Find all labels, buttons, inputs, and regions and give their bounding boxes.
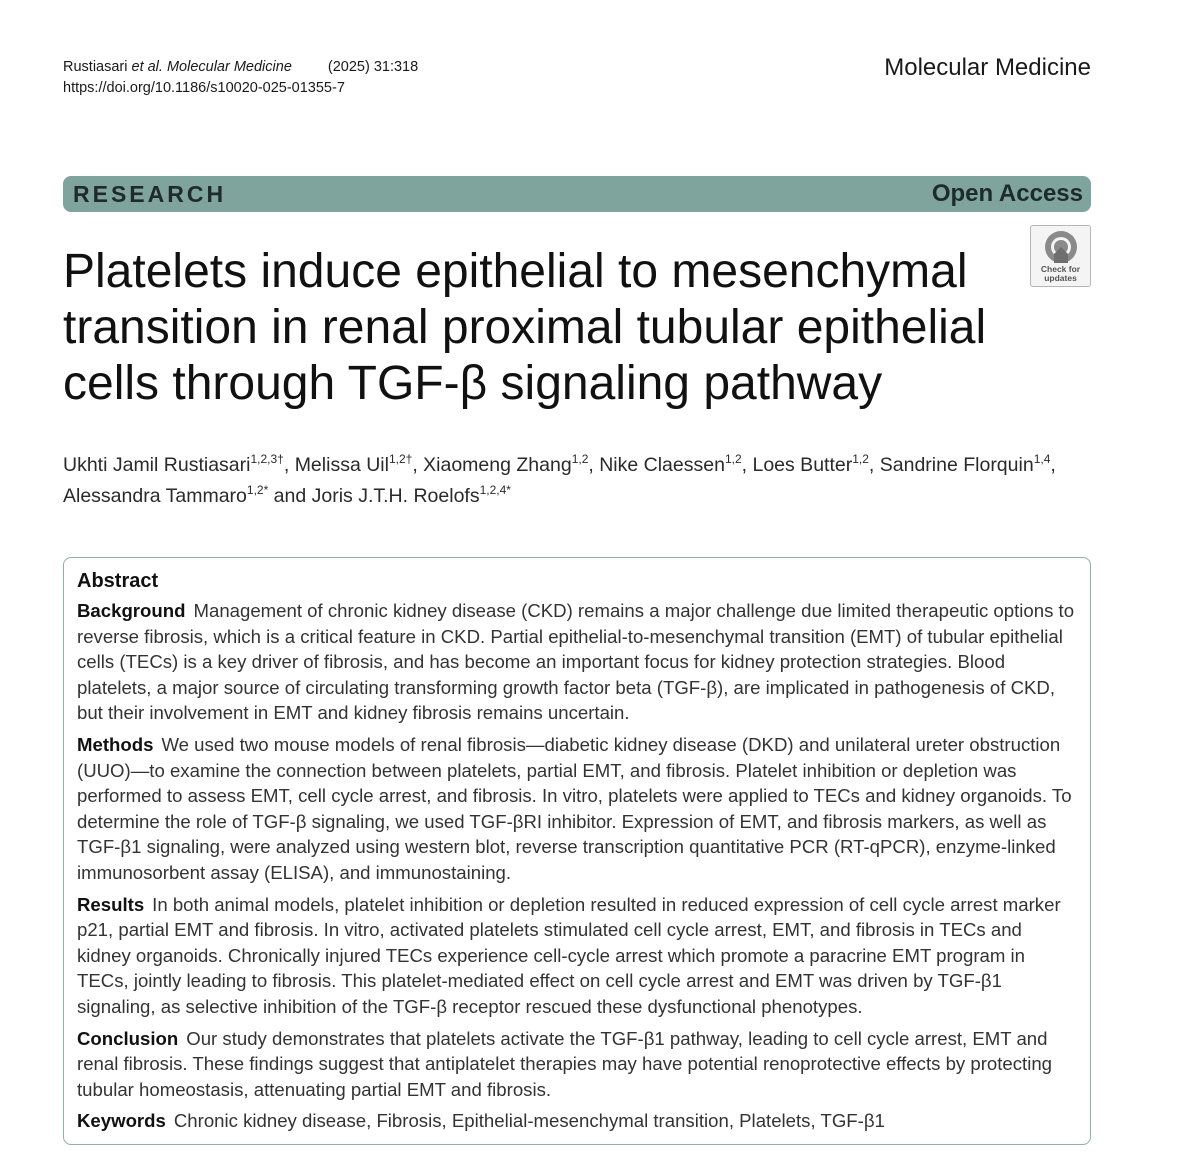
abstract-section-background — [77, 598, 1077, 726]
abstract-section-conclusion — [77, 1026, 1077, 1103]
open-access-label: Open Access — [931, 180, 1083, 207]
article-type-banner — [63, 176, 1091, 212]
abstract-sections — [77, 598, 1077, 1134]
author-name[interactable]: Loes Butter — [752, 454, 853, 476]
author-name[interactable]: Sandrine Florquin — [879, 454, 1034, 476]
author-name[interactable]: Alessandra Tammaro — [63, 485, 247, 507]
abstract-section-text: Chronic kidney disease, Fibrosis, Epithelial-mesenchymal transition, Platelets, TGF-β1 — [173, 1110, 885, 1132]
check-for-updates-button[interactable] — [1030, 225, 1091, 287]
abstract-heading: Abstract — [77, 570, 159, 592]
citation-line — [63, 57, 418, 78]
abstract-section-text: In both animal models, platelet inhibition or depletion resulted in reduced expression of cell cycle arrest marker p21, partial EMT and fibrosis. In vitro, activated platelets stimulated cell cycle arrest, EMT, and fibrosis in TECs and kidney organoids. Chronically injured TECs experience cell-cycle arrest which promote a paracrine EMT program in TECs, jointly leading to fibrosis. This platelet-mediated effect on cell cycle arrest and EMT was driven by TGF-β1 signaling, as selective inhibition of the TGF-β receptor rescued these dysfunctional phenotypes. — [77, 893, 1061, 1017]
author-name[interactable]: Nike Claessen — [599, 454, 725, 476]
author-affiliation: 1,2,3† — [250, 452, 284, 466]
check-updates-icon — [1044, 230, 1078, 264]
abstract-section-text: Management of chronic kidney disease (CKD) remains a major challenge due limited therapeutic options to reverse fibrosis, which is a critical feature in CKD. Partial epithelial-to-mesenchymal transition (EMT) of tubular epithelial cells (TECs) is a key driver of fibrosis, and has become an important focus for kidney protection strategies. Blood platelets, a major source of circulating transforming growth factor beta (TGF-β), are implicated in pathogenesis of CKD, but their involvement in EMT and kidney fibrosis remains uncertain. — [77, 600, 1075, 724]
author-separator: , — [588, 454, 600, 476]
author-separator: and — [268, 485, 312, 507]
citation-author: Rustiasari — [63, 59, 132, 75]
abstract-section-label: Conclusion — [77, 1027, 179, 1049]
abstract-box — [63, 557, 1091, 1145]
article-type-label: RESEARCH — [73, 180, 227, 207]
abstract-section-results — [77, 892, 1077, 1020]
author-affiliation: 1,2,4* — [479, 483, 511, 497]
doi-link[interactable]: https://doi.org/10.1186/s10020-025-01355-7 — [63, 80, 345, 96]
abstract-section-label: Keywords — [77, 1110, 166, 1132]
author-affiliation: 1,2 — [571, 452, 589, 466]
citation-journal: et al. Molecular Medicine — [131, 59, 292, 75]
author-name[interactable]: Melissa Uil — [294, 454, 389, 476]
author-separator: , — [868, 454, 880, 476]
author-affiliation: 1,2† — [388, 452, 413, 466]
abstract-section-text: Our study demonstrates that platelets activate the TGF-β1 pathway, leading to cell cycle arrest, EMT and renal fibrosis. These findings suggest that antiplatelet therapies may have potential renoprotective effects by protecting tubular homeostasis, attenuating partial EMT and fibrosis. — [77, 1027, 1053, 1100]
abstract-section-keywords — [77, 1108, 1077, 1134]
citation-year: (2025) 31:318 — [327, 59, 419, 75]
author-affiliation: 1,2 — [852, 452, 869, 466]
author-separator: , — [283, 454, 295, 476]
author-name[interactable]: Joris J.T.H. Roelofs — [311, 485, 480, 507]
author-list — [63, 450, 1083, 512]
article-title: Platelets induce epithelial to mesenchymal transition in renal proximal tubular epithelial cells through TGF-β signaling pathway — [63, 245, 987, 410]
author-separator: , — [412, 454, 424, 476]
journal-name: Molecular Medicine — [884, 54, 1091, 81]
abstract-section-text: We used two mouse models of renal fibrosis—diabetic kidney disease (DKD) and unilateral ureter obstruction (UUO)—to examine the connection between platelets, partial EMT, and fibrosis. Platelet inhibition or depletion was performed to assess EMT, cell cycle arrest, and fibrosis. In vitro, platelets were applied to TECs and kidney organoids. To determine the role of TGF-β signaling, we used TGF-βRI inhibitor. Expression of EMT, and fibrosis markers, as well as TGF-β1 signaling, were analyzed using western blot, reverse transcription quantitative PCR (RT-qPCR), enzyme-linked immunosorbent assay (ELISA), and immunostaining. — [77, 733, 1072, 883]
author-affiliation: 1,2* — [246, 483, 269, 497]
check-updates-label: Check for updates — [1040, 264, 1081, 283]
author-separator: , — [741, 454, 753, 476]
author-separator: , — [1050, 454, 1056, 476]
author-name[interactable]: Xiaomeng Zhang — [423, 454, 572, 476]
author-affiliation: 1,2 — [724, 452, 742, 466]
author-name[interactable]: Ukhti Jamil Rustiasari — [63, 454, 251, 476]
abstract-section-label: Methods — [77, 733, 154, 755]
abstract-section-methods — [77, 732, 1077, 886]
author-affiliation: 1,4 — [1033, 452, 1051, 466]
citation-header — [63, 57, 418, 99]
abstract-section-label: Results — [77, 893, 145, 915]
abstract-section-label: Background — [77, 600, 186, 621]
